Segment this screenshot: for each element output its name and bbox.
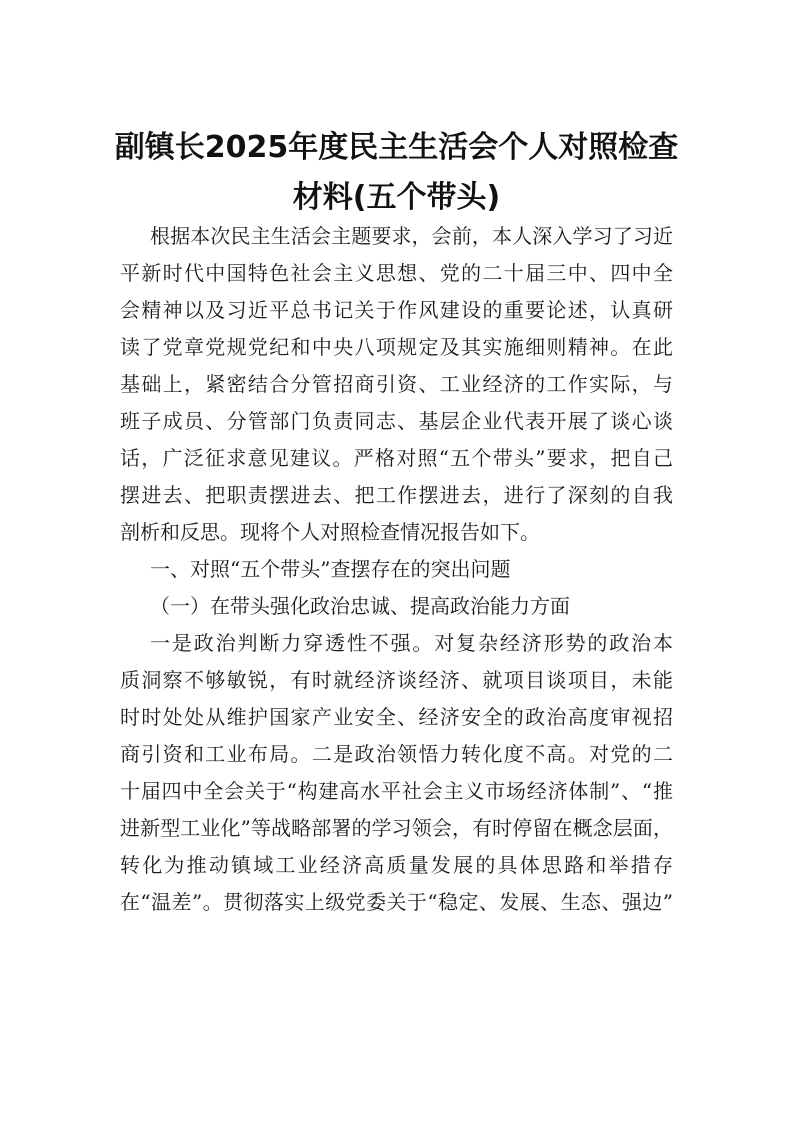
subsection-heading: （一）在带头强化政治忠诚、提高政治能力方面 [150,594,570,618]
body-line: 一是政治判断力穿透性不强。对复杂经济形势的政治本 [150,631,673,655]
body-line: 十届四中全会关于“构建高水平社会主义市场经济体制”、“推 [120,779,673,803]
document-title-line-1: 副镇长2025年度民主生活会个人对照检查 [114,130,679,165]
intro-line: 根据本次民主生活会主题要求，会前，本人深入学习了习近 [150,224,673,248]
intro-line: 读了党章党规党纪和中央八项规定及其实施细则精神。在此 [120,335,673,359]
intro-line: 剖析和反思。现将个人对照检查情况报告如下。 [120,520,540,544]
intro-line: 平新时代中国特色社会主义思想、党的二十届三中、四中全 [120,261,673,285]
body-line: 在“温差”。贯彻落实上级党委关于“稳定、发展、生态、强边” [120,890,673,914]
intro-line: 基础上，紧密结合分管招商引资、工业经济的工作实际，与 [120,372,673,396]
intro-line: 摆进去、把职责摆进去、把工作摆进去，进行了深刻的自我 [120,483,673,507]
body-line: 转化为推动镇域工业经济高质量发展的具体思路和举措存 [120,853,673,877]
body-line: 质洞察不够敏锐，有时就经济谈经济、就项目谈项目，未能 [120,668,673,692]
intro-line: 话，广泛征求意见建议。严格对照“五个带头”要求，把自己 [120,446,673,470]
body-line: 商引资和工业布局。二是政治领悟力转化度不高。对党的二 [120,742,673,766]
body-line: 进新型工业化”等战略部署的学习领会，有时停留在概念层面， [120,816,673,840]
section-heading: 一、对照“五个带头”查摆存在的突出问题 [150,557,511,581]
body-line: 时时处处从维护国家产业安全、经济安全的政治高度审视招 [120,705,673,729]
intro-line: 班子成员、分管部门负责同志、基层企业代表开展了谈心谈 [120,409,673,433]
intro-line: 会精神以及习近平总书记关于作风建设的重要论述，认真研 [120,298,673,322]
document-title-line-2: 材料(五个带头) [292,180,501,215]
